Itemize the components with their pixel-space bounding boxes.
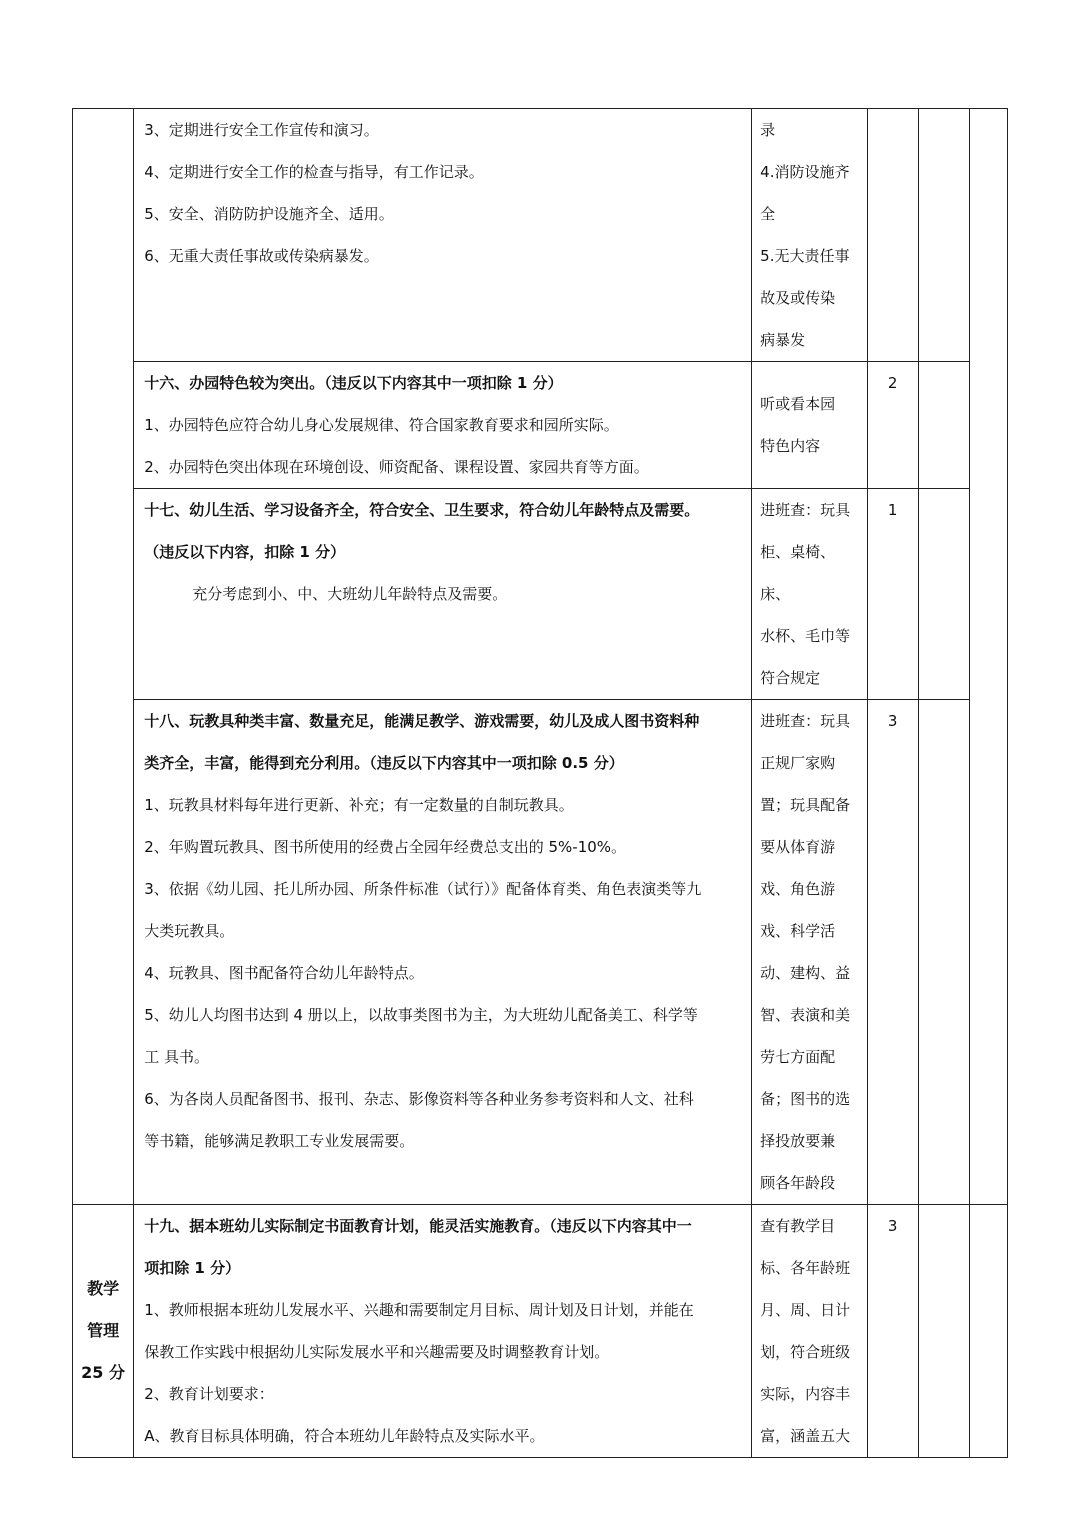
section-heading: 项扣除 1 分） (144, 1259, 241, 1277)
check-line: 进班查：玩具 (760, 712, 851, 730)
check-method-cell (752, 362, 867, 489)
check-method-cell (752, 489, 867, 700)
section-heading: 十九、据本班幼儿实际制定书面教育计划，能灵活实施教育。（违反以下内容其中一 (144, 1217, 692, 1235)
criteria-cell (134, 700, 752, 1205)
check-method-cell (752, 109, 867, 362)
check-line: 戏、科学活 (760, 922, 836, 940)
check-line: 划，符合班级 (760, 1343, 851, 1361)
section-heading: （违反以下内容，扣除 1 分） (144, 543, 346, 561)
check-line: 置；玩具配备 (760, 796, 851, 814)
criteria-line: 大类玩教具。 (144, 922, 235, 940)
self-score-cell (918, 1205, 969, 1458)
score-cell: 1 (867, 489, 918, 700)
score-cell: 3 (867, 700, 918, 1205)
evaluation-table (72, 108, 1008, 1458)
criteria-line: 3、定期进行安全工作宣传和演习。 (144, 121, 379, 139)
check-line: 柜、桌椅、床、 (760, 543, 836, 603)
remark-cell (969, 109, 1007, 1205)
check-line: 录 (760, 121, 776, 139)
section-heading: 类齐全，丰富，能得到充分利用。（违反以下内容其中一项扣除 0.5 分） (144, 754, 624, 772)
criteria-cell (134, 489, 752, 700)
category-label: 管理 (87, 1321, 120, 1340)
self-score-cell (918, 362, 969, 489)
criteria-cell (134, 362, 752, 489)
section-heading: 十八、玩教具种类丰富、数量充足，能满足教学、游戏需要，幼儿及成人图书资料种 (144, 712, 700, 730)
criteria-line: 2、教育计划要求： (144, 1385, 274, 1403)
check-line: 故及或传染 (760, 289, 836, 307)
check-line: 标、各年龄班 (760, 1259, 851, 1277)
score-cell: 3 (867, 1205, 918, 1458)
check-line: 备；图书的选 (760, 1090, 851, 1108)
category-cell (73, 109, 134, 1205)
criteria-line: 1、教师根据本班幼儿发展水平、兴趣和需要制定月目标、周计划及日计划，并能在 (144, 1301, 694, 1319)
check-line: 顾各年龄段 (760, 1174, 836, 1192)
check-line: 全 (760, 205, 776, 223)
criteria-line: 6、无重大责任事故或传染病暴发。 (144, 247, 379, 265)
criteria-line: 2、年购置玩教具、图书所使用的经费占全园年经费总支出的 5%-10%。 (144, 838, 627, 856)
criteria-line: 5、安全、消防防护设施齐全、适用。 (144, 205, 394, 223)
criteria-cell (134, 1205, 752, 1458)
check-line: 月、周、日计 (760, 1301, 851, 1319)
check-line: 4.消防设施齐 (760, 163, 850, 181)
check-line: 水杯、毛巾等 (760, 627, 851, 645)
check-line: 戏、角色游 (760, 880, 836, 898)
check-line: 进班查：玩具 (760, 501, 851, 519)
check-line: 要从体育游 (760, 838, 836, 856)
criteria-line: 保教工作实践中根据幼儿实际发展水平和兴趣需要及时调整教育计划。 (144, 1343, 610, 1361)
check-line: 择投放要兼 (760, 1132, 836, 1150)
check-method-cell (752, 700, 867, 1205)
criteria-line: 5、幼儿人均图书达到 4 册以上，以故事类图书为主，为大班幼儿配备美工、科学等 (144, 1006, 698, 1024)
check-line: 符合规定 (760, 669, 821, 687)
category-label: 教学 (87, 1279, 120, 1298)
criteria-line: 工 具书。 (144, 1048, 209, 1066)
table-row (73, 1205, 1008, 1458)
check-line: 动、建构、益 (760, 964, 851, 982)
criteria-line: 1、办园特色应符合幼儿身心发展规律、符合国家教育要求和园所实际。 (144, 416, 619, 434)
check-line: 富，涵盖五大 (760, 1427, 851, 1445)
check-method-cell (752, 1205, 867, 1458)
table-row (73, 109, 1008, 362)
criteria-cell (134, 109, 752, 362)
category-label: 25 分 (81, 1363, 126, 1382)
criteria-line: 充分考虑到小、中、大班幼儿年龄特点及需要。 (192, 585, 508, 603)
check-line: 实际，内容丰 (760, 1385, 851, 1403)
category-cell (73, 1205, 134, 1458)
check-line: 劳七方面配 (760, 1048, 836, 1066)
score-cell: 2 (867, 362, 918, 489)
check-line: 查有教学目 (760, 1217, 836, 1235)
criteria-line: 等书籍，能够满足教职工专业发展需要。 (144, 1132, 415, 1150)
table-row (73, 362, 1008, 489)
self-score-cell (918, 109, 969, 362)
criteria-line: 4、玩教具、图书配备符合幼儿年龄特点。 (144, 964, 424, 982)
remark-cell (969, 1205, 1007, 1458)
criteria-line: 1、玩教具材料每年进行更新、补充；有一定数量的自制玩教具。 (144, 796, 574, 814)
criteria-line: 3、依据《幼儿园、托儿所办园、所条件标准（试行）》配备体育类、角色表演类等九 (144, 880, 702, 898)
criteria-line: 4、定期进行安全工作的检查与指导，有工作记录。 (144, 163, 484, 181)
check-line: 听或看本园 (760, 395, 836, 413)
self-score-cell (918, 700, 969, 1205)
table-row (73, 700, 1008, 1205)
evaluation-table-page (72, 108, 1008, 1458)
section-heading: 十七、幼儿生活、学习设备齐全，符合安全、卫生要求，符合幼儿年龄特点及需要。 (144, 501, 700, 519)
check-line: 特色内容 (760, 437, 821, 455)
check-line: 病暴发 (760, 331, 806, 349)
table-row (73, 489, 1008, 700)
check-line: 5.无大责任事 (760, 247, 850, 265)
criteria-line: 6、为各岗人员配备图书、报刊、杂志、影像资料等各种业务参考资料和人文、社科 (144, 1090, 694, 1108)
criteria-line: A、教育目标具体明确，符合本班幼儿年龄特点及实际水平。 (144, 1427, 545, 1445)
check-line: 正规厂家购 (760, 754, 836, 772)
criteria-line: 2、办园特色突出体现在环境创设、师资配备、课程设置、家园共育等方面。 (144, 458, 649, 476)
score-cell (867, 109, 918, 362)
self-score-cell (918, 489, 969, 700)
section-heading: 十六、办园特色较为突出。（违反以下内容其中一项扣除 1 分） (144, 374, 563, 392)
check-line: 智、表演和美 (760, 1006, 851, 1024)
